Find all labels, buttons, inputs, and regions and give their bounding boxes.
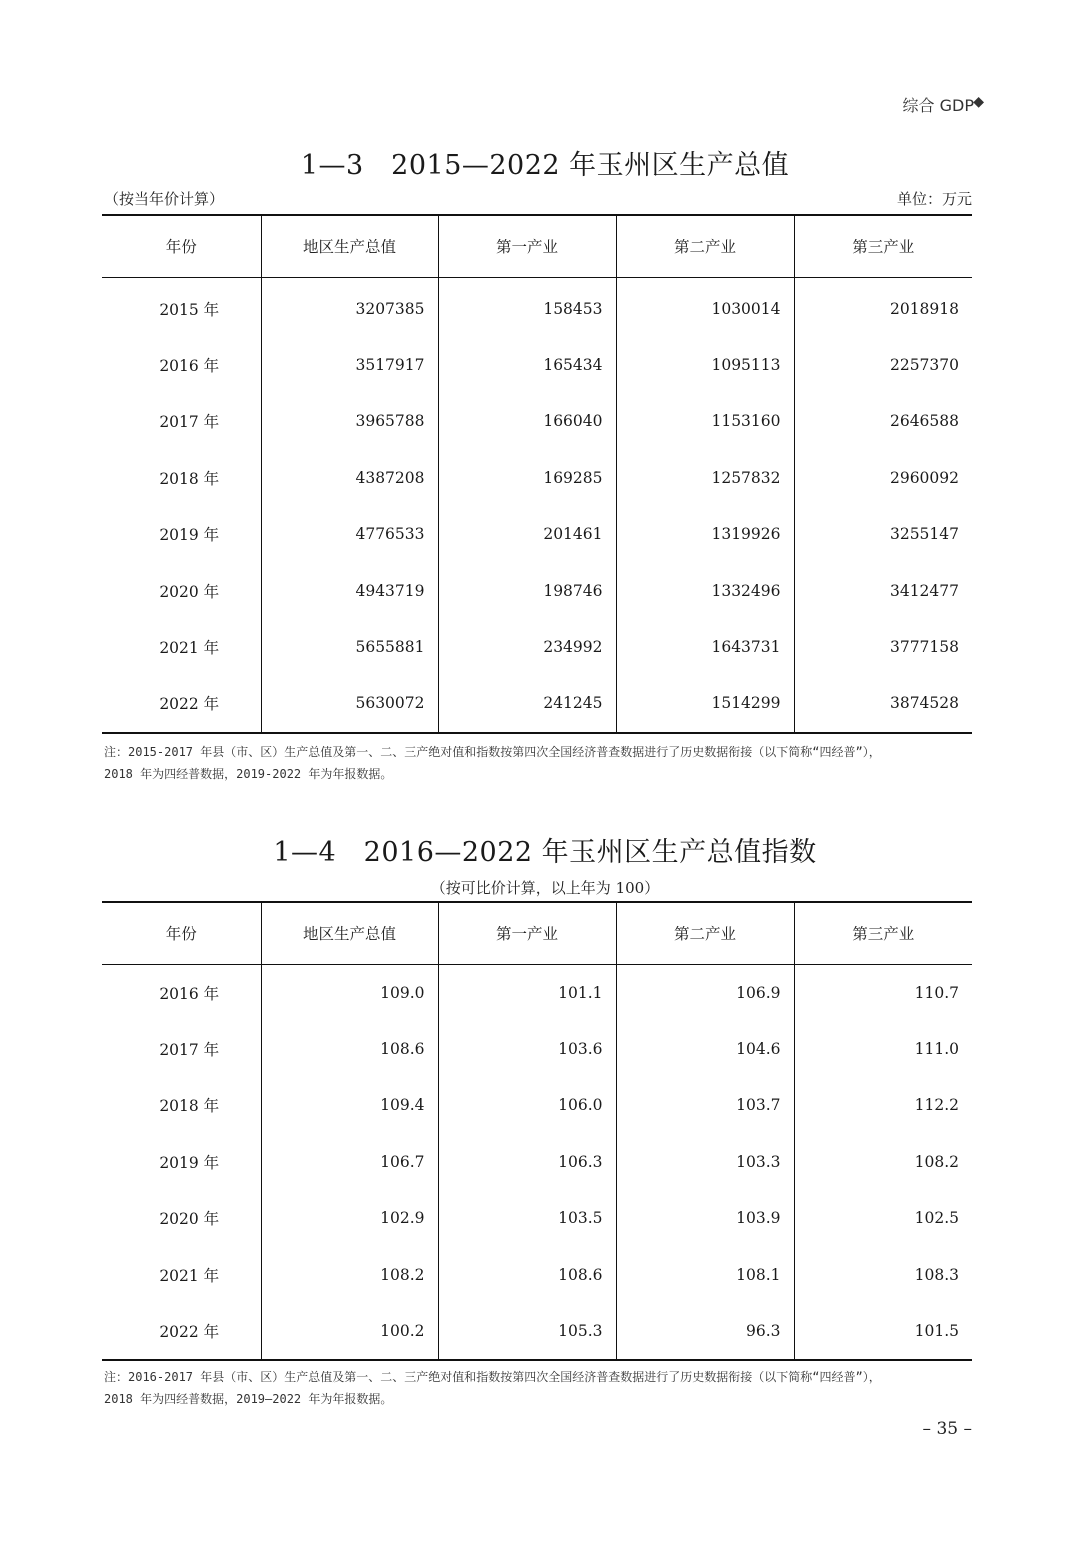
year-cell: 2015 年: [159, 300, 220, 319]
column-header-gdp: 地区生产总值: [261, 215, 438, 277]
secondary-cell: 1257832: [616, 450, 794, 506]
column-header-secondary: 第二产业: [616, 902, 794, 964]
tertiary-cell: 108.2: [794, 1134, 972, 1190]
secondary-cell: 1095113: [616, 337, 794, 393]
primary-cell: 103.5: [438, 1190, 616, 1246]
table-row: [102, 1303, 972, 1360]
secondary-cell: 103.3: [616, 1134, 794, 1190]
secondary-cell: 96.3: [616, 1303, 794, 1360]
page-number: – 35 –: [922, 1419, 972, 1439]
tertiary-cell: 110.7: [794, 964, 972, 1021]
year-cell: 2020 年: [159, 1210, 220, 1229]
column-header-year: 年份: [165, 925, 197, 944]
table-row: [102, 1077, 972, 1133]
primary-cell: 241245: [438, 675, 616, 732]
tertiary-cell: 3255147: [794, 506, 972, 562]
column-header-tertiary: 第三产业: [794, 902, 972, 964]
primary-cell: 106.0: [438, 1077, 616, 1133]
year-cell: 2017 年: [159, 1041, 220, 1060]
tertiary-cell: 112.2: [794, 1077, 972, 1133]
table2-note-line: 2018 年为四经普数据，2019—2022 年为年报数据。: [104, 1392, 393, 1406]
table1-note-line: 注：2015-2017 年县（市、区）生产总值及第一、二、三产绝对值和指数按第四次全国经济普查数据进行了历史数据衔接（以下简称“四经普”），: [104, 745, 881, 759]
secondary-cell: 1030014: [616, 277, 794, 337]
secondary-cell: 1153160: [616, 393, 794, 449]
primary-cell: 158453: [438, 277, 616, 337]
year-cell: 2016 年: [159, 984, 220, 1003]
gdp-cell: 100.2: [261, 1303, 438, 1360]
table1-price-basis: （按当年价计算）: [104, 190, 225, 208]
secondary-cell: 103.7: [616, 1077, 794, 1133]
primary-cell: 103.6: [438, 1021, 616, 1077]
column-header-year: 年份: [165, 238, 197, 257]
tertiary-cell: 101.5: [794, 1303, 972, 1360]
year-cell: 2022 年: [159, 1323, 220, 1342]
table-header-row: [102, 902, 972, 964]
year-cell: 2016 年: [159, 357, 220, 376]
tertiary-cell: 2960092: [794, 450, 972, 506]
year-cell: 2019 年: [159, 1153, 220, 1172]
table2-note-line: 注：2016-2017 年县（市、区）生产总值及第一、二、三产绝对值和指数按第四次全国经济普查数据进行了历史数据衔接（以下简称“四经普”），: [104, 1370, 881, 1384]
gdp-cell: 5630072: [261, 675, 438, 732]
primary-cell: 105.3: [438, 1303, 616, 1360]
gdp-cell: 3965788: [261, 393, 438, 449]
secondary-cell: 104.6: [616, 1021, 794, 1077]
primary-cell: 201461: [438, 506, 616, 562]
gdp-cell: 5655881: [261, 619, 438, 675]
gdp-cell: 102.9: [261, 1190, 438, 1246]
table-row: [102, 506, 972, 562]
column-header-tertiary: 第三产业: [794, 215, 972, 277]
primary-cell: 101.1: [438, 964, 616, 1021]
primary-cell: 234992: [438, 619, 616, 675]
year-cell: 2019 年: [159, 526, 220, 545]
table-row: [102, 562, 972, 618]
gdp-cell: 109.4: [261, 1077, 438, 1133]
secondary-cell: 106.9: [616, 964, 794, 1021]
table2-price-basis: （按可比价计算，以上年为 100）: [430, 879, 660, 897]
secondary-cell: 1332496: [616, 562, 794, 618]
table-row: [102, 619, 972, 675]
tertiary-cell: 3777158: [794, 619, 972, 675]
table-row: [102, 1246, 972, 1302]
gdp-index-table: [102, 901, 972, 1361]
primary-cell: 169285: [438, 450, 616, 506]
table2-title: 1—4 2016—2022 年玉州区生产总值指数: [273, 837, 817, 868]
primary-cell: 108.6: [438, 1246, 616, 1302]
table1-title: 1—3 2015—2022 年玉州区生产总值: [300, 150, 790, 181]
year-cell: 2021 年: [159, 1266, 220, 1285]
table-row: [102, 450, 972, 506]
gdp-cell: 4776533: [261, 506, 438, 562]
tertiary-cell: 108.3: [794, 1246, 972, 1302]
table-row: [102, 675, 972, 732]
tertiary-cell: 2257370: [794, 337, 972, 393]
running-head: 综合 GDP: [902, 96, 974, 115]
gdp-cell: 106.7: [261, 1134, 438, 1190]
gdp-table: [102, 214, 972, 734]
table1-unit: 单位：万元: [896, 190, 972, 208]
tertiary-cell: 3874528: [794, 675, 972, 732]
secondary-cell: 108.1: [616, 1246, 794, 1302]
gdp-cell: 108.2: [261, 1246, 438, 1302]
gdp-cell: 3517917: [261, 337, 438, 393]
secondary-cell: 1514299: [616, 675, 794, 732]
tertiary-cell: 2018918: [794, 277, 972, 337]
table-row: [102, 964, 972, 1021]
primary-cell: 198746: [438, 562, 616, 618]
table2-note: [104, 1366, 974, 1410]
year-cell: 2017 年: [159, 413, 220, 432]
column-header-secondary: 第二产业: [616, 215, 794, 277]
gdp-cell: 4387208: [261, 450, 438, 506]
year-cell: 2018 年: [159, 1097, 220, 1116]
year-cell: 2022 年: [159, 695, 220, 714]
secondary-cell: 1643731: [616, 619, 794, 675]
secondary-cell: 1319926: [616, 506, 794, 562]
table-row: [102, 337, 972, 393]
primary-cell: 165434: [438, 337, 616, 393]
table-row: [102, 1134, 972, 1190]
table-row: [102, 1190, 972, 1246]
column-header-gdp: 地区生产总值: [261, 902, 438, 964]
secondary-cell: 103.9: [616, 1190, 794, 1246]
table1-note: [104, 741, 974, 785]
table-row: [102, 277, 972, 337]
tertiary-cell: 3412477: [794, 562, 972, 618]
column-header-primary: 第一产业: [438, 215, 616, 277]
year-cell: 2020 年: [159, 582, 220, 601]
table-row: [102, 1021, 972, 1077]
table-header-row: [102, 215, 972, 277]
gdp-cell: 109.0: [261, 964, 438, 1021]
table-row: [102, 393, 972, 449]
gdp-cell: 108.6: [261, 1021, 438, 1077]
year-cell: 2021 年: [159, 639, 220, 658]
primary-cell: 166040: [438, 393, 616, 449]
tertiary-cell: 2646588: [794, 393, 972, 449]
diamond-icon: ◆: [973, 94, 984, 110]
gdp-cell: 3207385: [261, 277, 438, 337]
tertiary-cell: 111.0: [794, 1021, 972, 1077]
primary-cell: 106.3: [438, 1134, 616, 1190]
column-header-primary: 第一产业: [438, 902, 616, 964]
table1-note-line: 2018 年为四经普数据，2019-2022 年为年报数据。: [104, 767, 393, 781]
gdp-cell: 4943719: [261, 562, 438, 618]
year-cell: 2018 年: [159, 469, 220, 488]
tertiary-cell: 102.5: [794, 1190, 972, 1246]
